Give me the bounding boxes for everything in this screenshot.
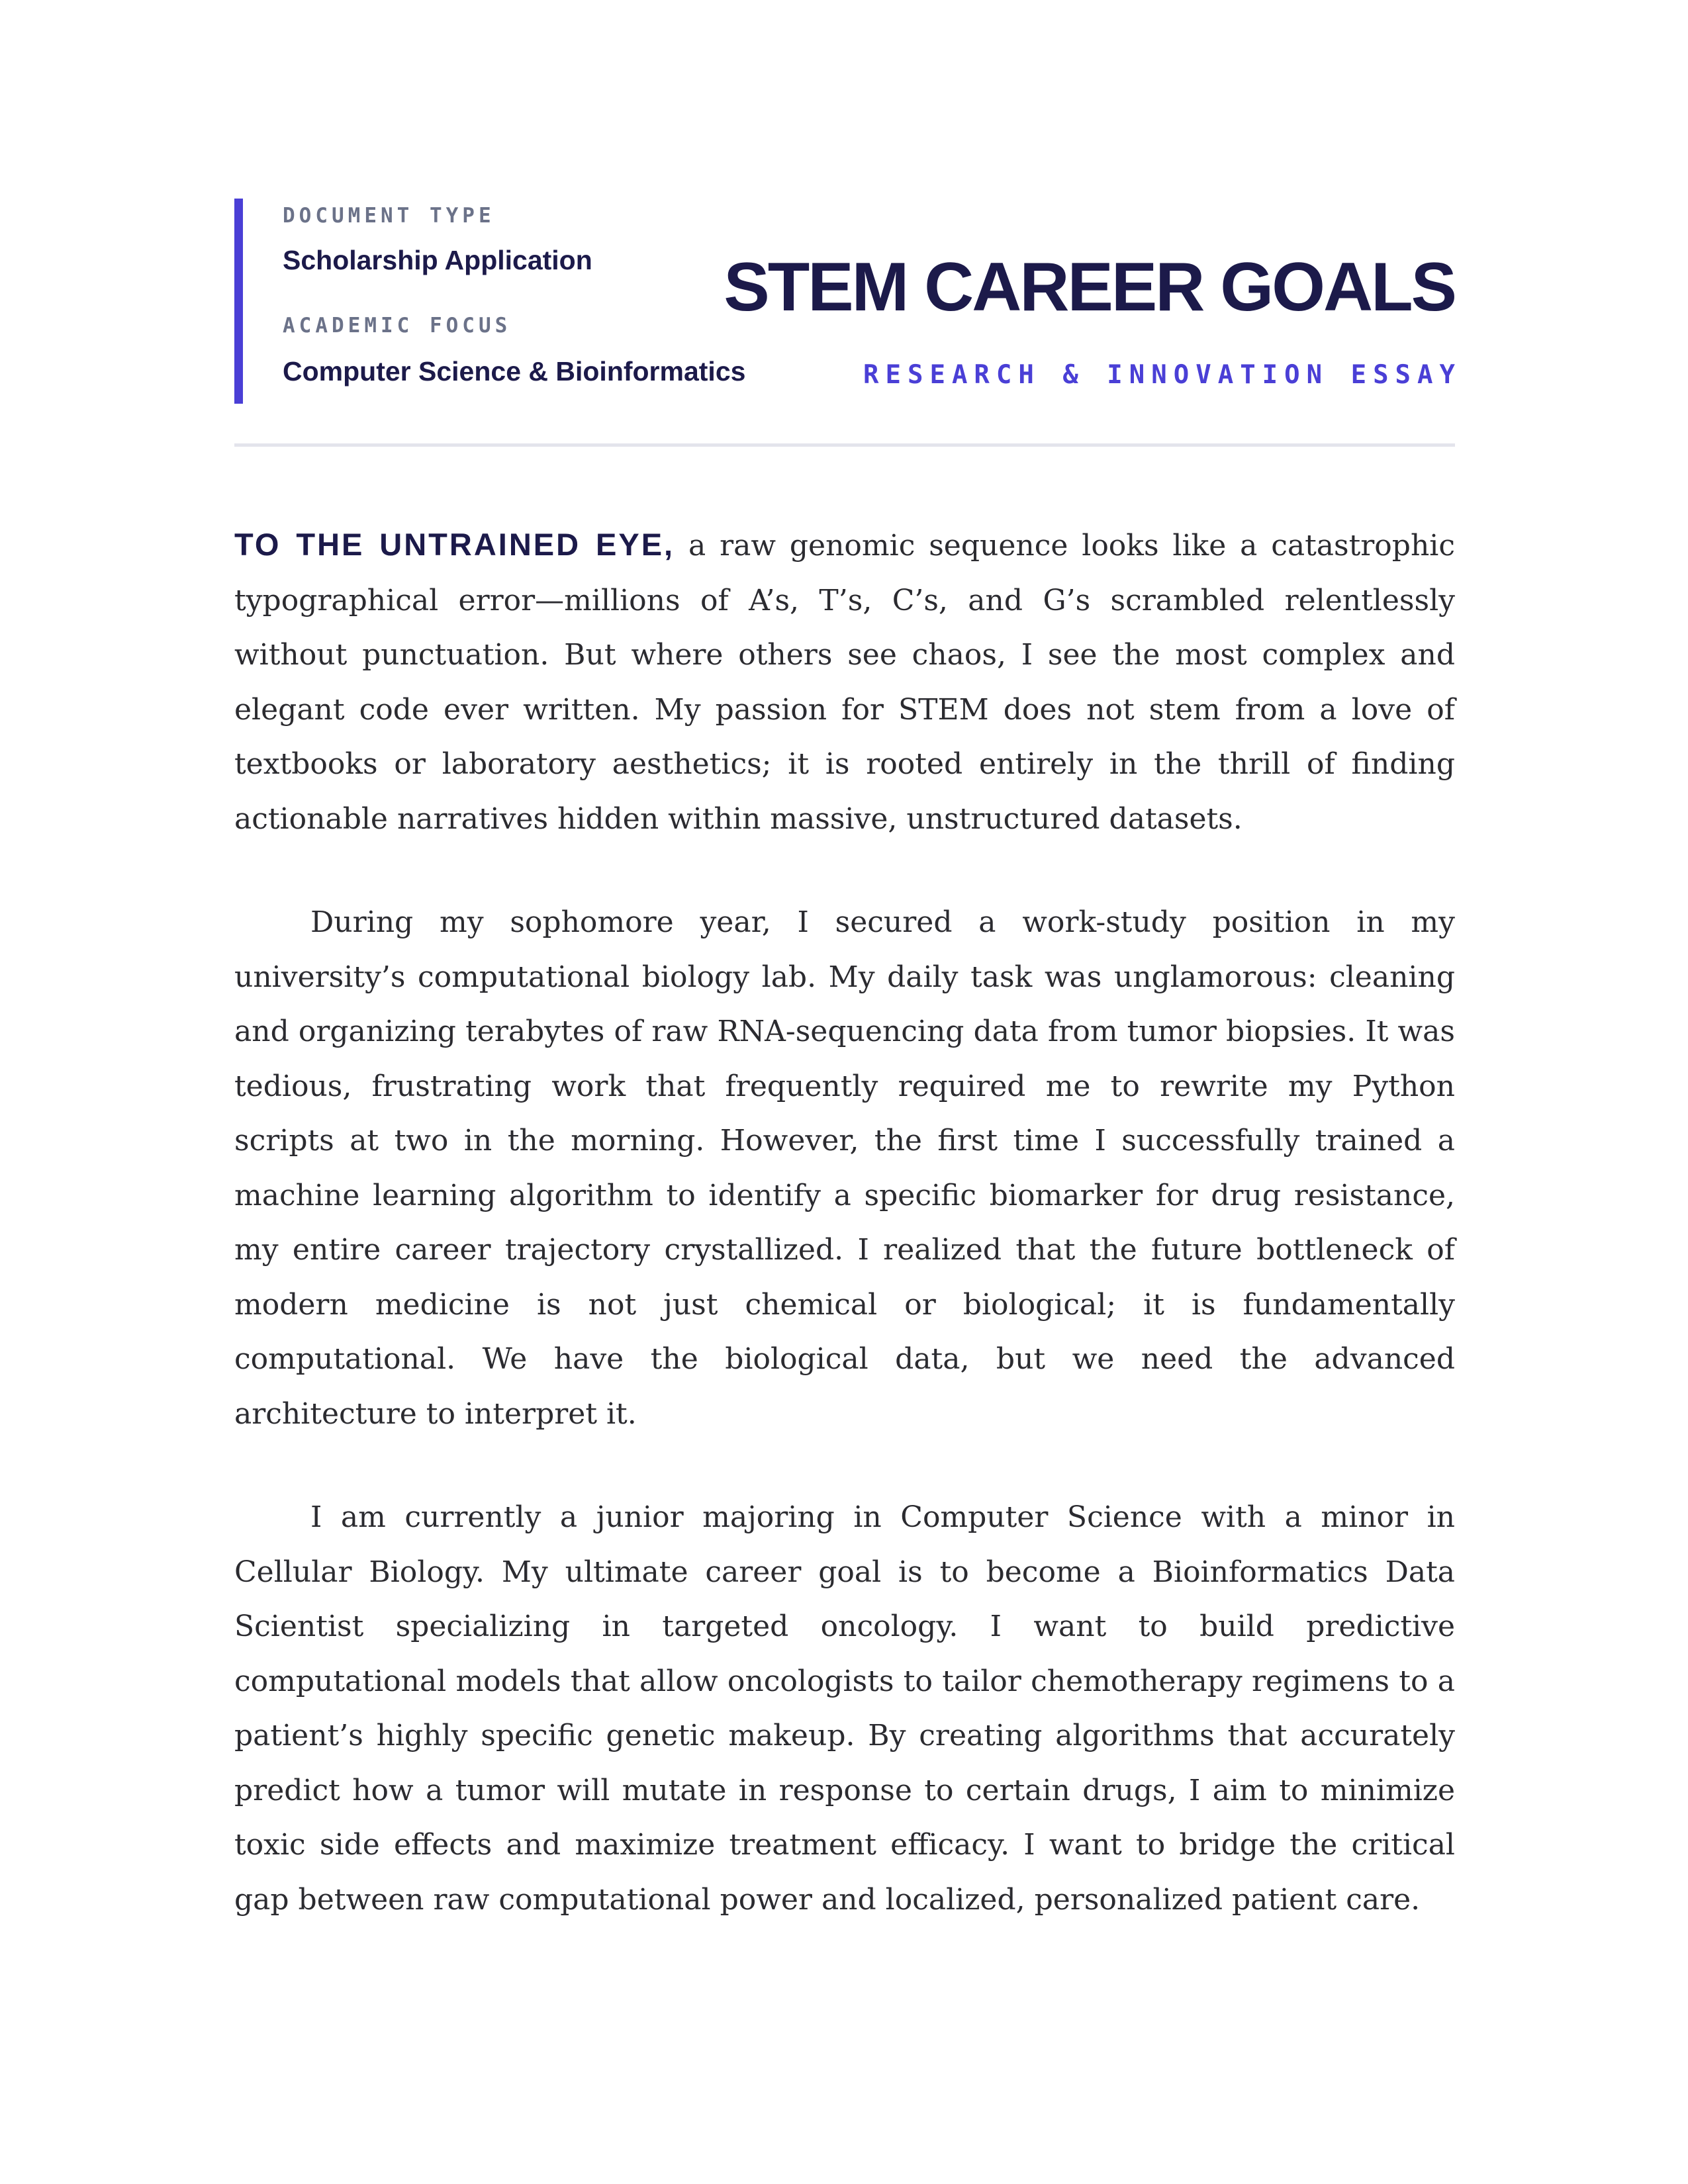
essay-body [234, 518, 1455, 1976]
essay-lead-in: TO THE UNTRAINED EYE, [234, 527, 675, 562]
essay-paragraph-3: I am currently a junior majoring in Computer Science with a minor in Cellular Biology. My ultimate career goal is to become a Bioinformatics Data Scientist specializing in targeted oncology. I want to build predictive computational models that allow oncologists to tailor chemotherapy regimens to a patient’s highly specific genetic makeup. By creating algorithms that accurately predict how a tumor will mutate in response to certain drugs, I aim to minimize toxic side effects and maximize treatment efficacy. I want to bridge the critical gap between raw computational power and localized, personalized patient care. [234, 1500, 1455, 1917]
document-type-label: DOCUMENT TYPE [283, 204, 495, 228]
essay-paragraph-1-text: a raw genomic sequence looks like a catastrophic typographical error—millions of A’s, T’s, C’s, and G’s scrambled relentlessly without punctuation. But where others see chaos, I see the most complex and elegant code ever written. My passion for STEM does not stem from a love of textbooks or laboratory aesthetics; it is rooted entirely in the thrill of finding actionable narratives hidden within massive, unstructured datasets. [234, 529, 1456, 836]
document-header [234, 199, 1462, 404]
academic-focus-label: ACADEMIC FOCUS [283, 314, 512, 338]
document-type-value: Scholarship Application [283, 245, 592, 275]
document-subtitle: RESEARCH & INNOVATION ESSAY [863, 360, 1462, 390]
academic-focus-value: Computer Science & Bioinformatics [283, 356, 746, 387]
document-title: STEM CAREER GOALS [724, 249, 1455, 326]
title-block [724, 199, 1462, 404]
essay-paragraph-2: During my sophomore year, I secured a work-study position in my university’s computational biology lab. My daily task was unglamorous: cleaning and organizing terabytes of raw RNA-sequencing data from tumor biopsies. It was tedious, frustrating work that frequently required me to rewrite my Python scripts at two in the morning. However, the first time I successfully trained a machine learning algorithm to identify a specific biomarker for drug resistance, my entire career trajectory crystallized. I realized that the future bottleneck of modern medicine is not just chemical or biological; it is fundamentally computational. We have the biological data, but we need the advanced architecture to interpret it. [234, 905, 1455, 1431]
essay-paragraph-1 [234, 518, 1455, 846]
header-divider [234, 443, 1455, 447]
